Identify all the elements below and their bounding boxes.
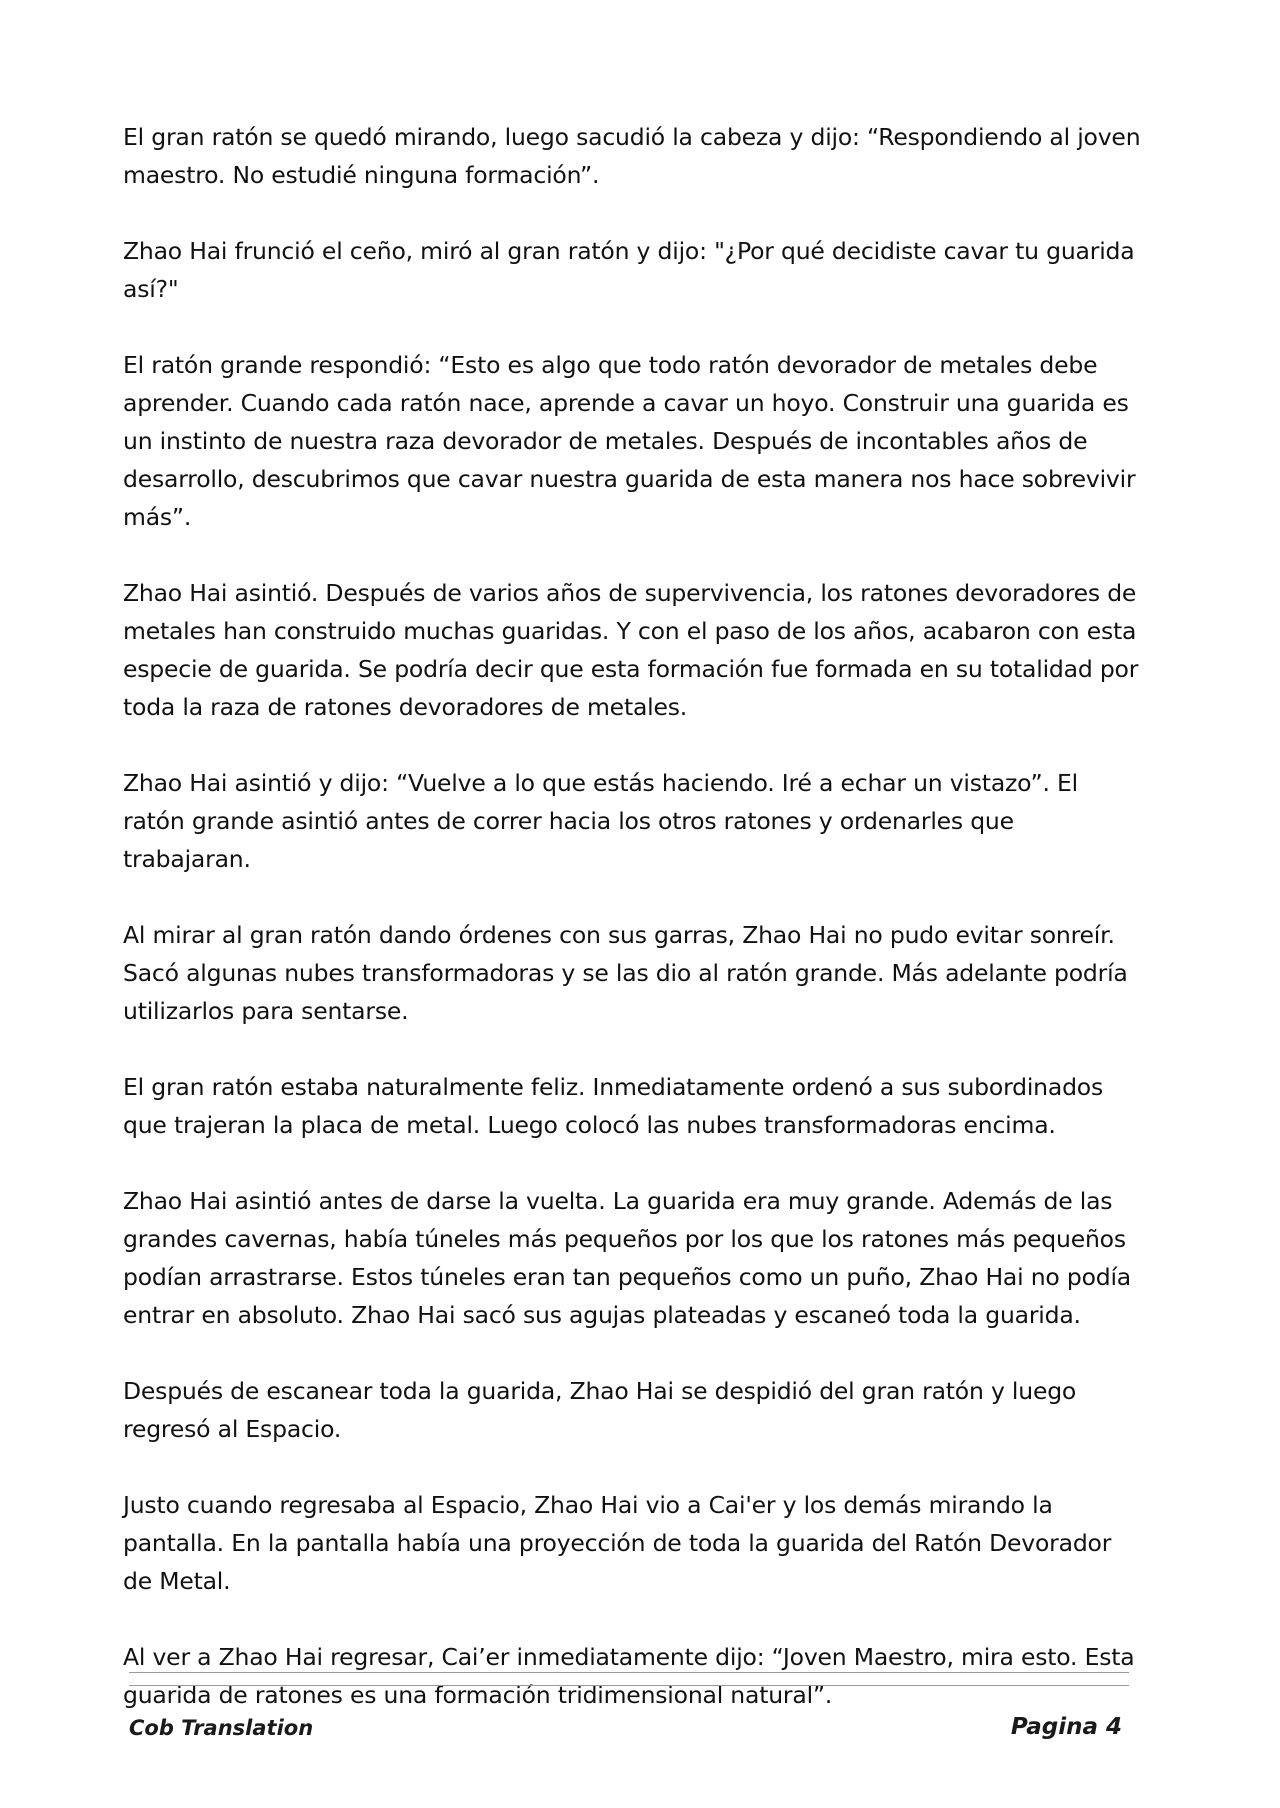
paragraph: El gran ratón estaba naturalmente feliz. Inmediatamente ordenó a sus subordinados que trajeran la placa de metal. Luego colocó las nubes transformadoras encima.	[123, 1073, 1104, 1139]
body-text	[123, 118, 1143, 1752]
paragraph: Zhao Hai frunció el ceño, miró al gran ratón y dijo: "¿Por qué decidiste cavar tu guarida así?"	[123, 237, 1135, 303]
paragraph: Justo cuando regresaba al Espacio, Zhao Hai vio a Cai'er y los demás mirando la pantalla. En la pantalla había una proyección de toda la guarida del Ratón Devorador de Metal.	[123, 1491, 1112, 1595]
footer-translator-name: Cob Translation	[129, 1716, 314, 1740]
footer-divider-top	[129, 1672, 1129, 1673]
paragraph: Al mirar al gran ratón dando órdenes con sus garras, Zhao Hai no pudo evitar sonreír. Sacó algunas nubes transformadoras y se las dio al ratón grande. Más adelante podría utilizarlos para sentarse.	[123, 921, 1128, 1025]
paragraph: Zhao Hai asintió antes de darse la vuelta. La guarida era muy grande. Además de las grandes cavernas, había túneles más pequeños por los que los ratones más pequeños podían arrastrarse. Estos túneles eran tan pequeños como un puño, Zhao Hai no podía entrar en absoluto. Zhao Hai sacó sus agujas plateadas y escaneó toda la guarida.	[123, 1187, 1132, 1329]
paragraph: El ratón grande respondió: “Esto es algo que todo ratón devorador de metales debe aprender. Cuando cada ratón nace, aprende a cavar un hoyo. Construir una guarida es un instinto de nuestra raza devorador de metales. Después de incontables años de desarrollo, descubrimos que cavar nuestra guarida de esta manera nos hace sobrevivir más”.	[123, 351, 1136, 531]
footer-page-number: Pagina 4	[1010, 1714, 1122, 1740]
paragraph: Zhao Hai asintió. Después de varios años de supervivencia, los ratones devoradores de metales han construido muchas guaridas. Y con el paso de los años, acabaron con esta especie de guarida. Se podría decir que esta formación fue formada en su totalidad por toda la raza de ratones devoradores de metales.	[123, 579, 1139, 721]
paragraph: El gran ratón se quedó mirando, luego sacudió la cabeza y dijo: “Respondiendo al joven maestro. No estudié ninguna formación”.	[123, 123, 1141, 189]
footer-divider-bottom	[129, 1685, 1129, 1686]
paragraph: Después de escanear toda la guarida, Zhao Hai se despidió del gran ratón y luego regresó al Espacio.	[123, 1377, 1077, 1443]
paragraph: Al ver a Zhao Hai regresar, Cai’er inmediatamente dijo: “Joven Maestro, mira esto. Esta guarida de ratones es una formación tridimensional natural”.	[123, 1643, 1135, 1709]
paragraph: Zhao Hai asintió y dijo: “Vuelve a lo que estás haciendo. Iré a echar un vistazo”. El ratón grande asintió antes de correr hacia los otros ratones y ordenarles que trabajaran.	[123, 769, 1078, 873]
